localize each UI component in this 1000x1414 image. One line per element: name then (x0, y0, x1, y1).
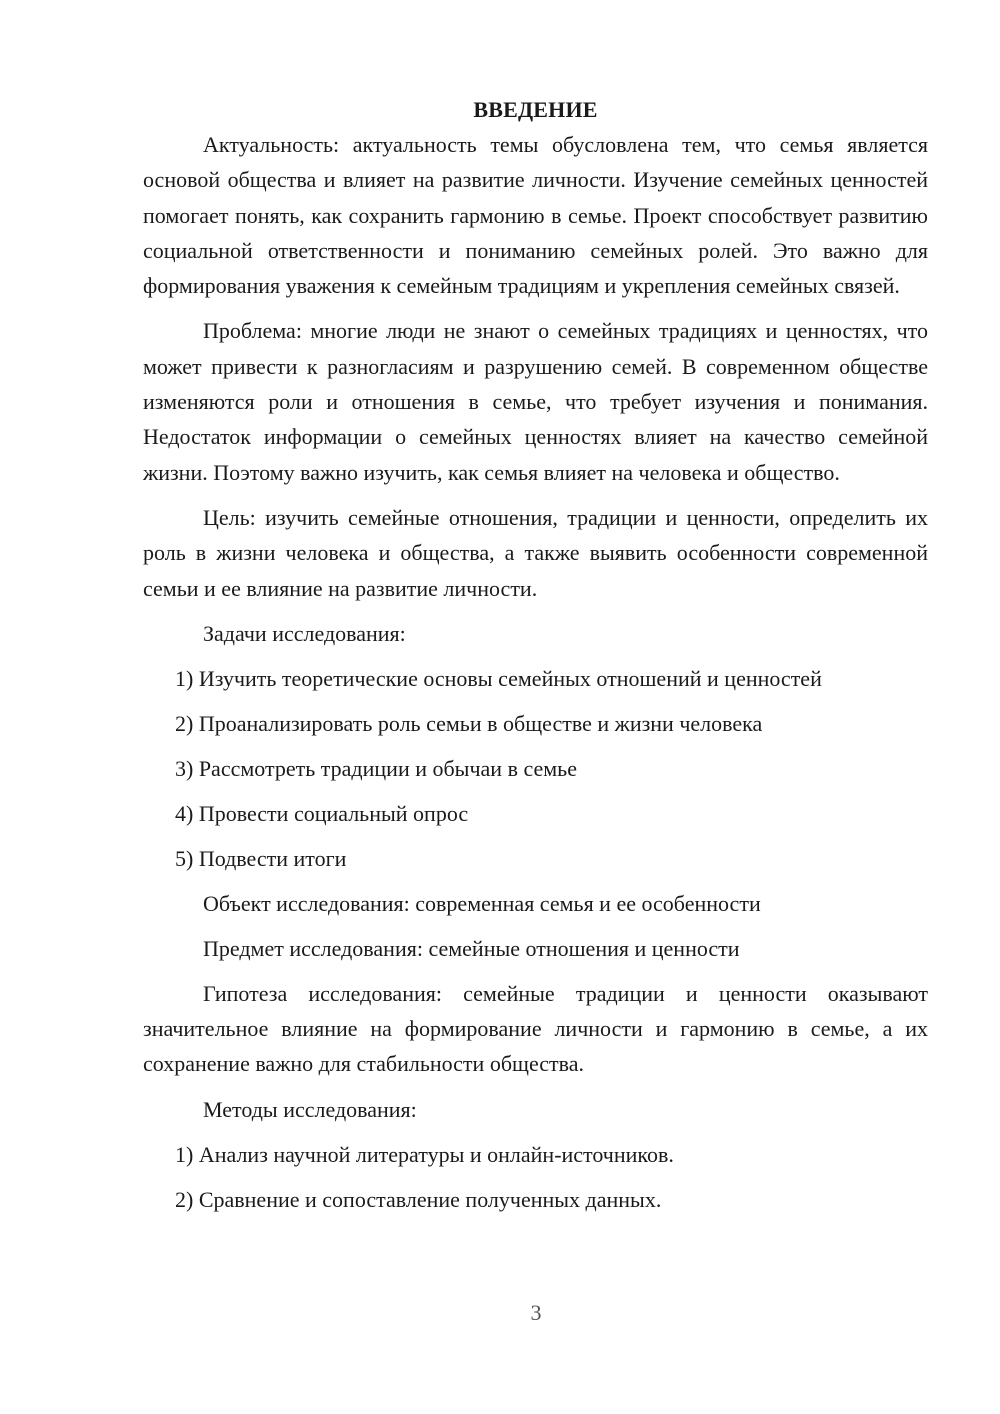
tasks-heading: Задачи исследования: (203, 620, 406, 646)
list-item: 2) Проанализировать роль семьи в обществе и жизни человека (175, 710, 763, 736)
list-item: 4) Провести социальный опрос (175, 800, 469, 826)
hypothesis-paragraph: Гипотеза исследования: семейные традиции и ценности оказывают значительное влияние на формирование личности и гармонию в семье, а их сохранение важно для стабильности общества. (143, 980, 928, 1077)
tasks-list (143, 661, 928, 876)
relevance-paragraph: Актуальность: актуальность темы обусловлена тем, что семья является основой общества и влияет на развитие личности. Изучение семейных ценностей помогает понять, как сохранить гармонию в семье. Проект способствует развитию социальной ответственности и пониманию семейных ролей. Это важно для формирования уважения к семейным традициям и укрепления семейных связей. (143, 132, 928, 299)
problem-paragraph: Проблема: многие люди не знают о семейных традициях и ценностях, что может привести к разногласиям и разрушению семей. В современном обществе изменяются роли и отношения в семье, что требует изучения и понимания. Недостаток информации о семейных ценностях влияет на качество семейной жизни. Поэтому важно изучить, как семья влияет на человека и общество. (143, 318, 928, 485)
research-subject: Предмет исследования: семейные отношения и ценности (203, 935, 740, 961)
research-object: Объект исследования: современная семья и ее особенности (203, 890, 761, 916)
page-title: ВВЕДЕНИЕ (473, 97, 598, 122)
page-number: 3 (530, 1300, 542, 1325)
document-page (143, 92, 928, 1227)
list-item: 1) Анализ научной литературы и онлайн-источников. (175, 1141, 674, 1167)
list-item: 1) Изучить теоретические основы семейных отношений и ценностей (175, 665, 822, 691)
list-item: 2) Сравнение и сопоставление полученных данных. (175, 1186, 662, 1212)
goal-paragraph: Цель: изучить семейные отношения, традиции и ценности, определить их роль в жизни человека и общества, а также выявить особенности современной семьи и ее влияние на развитие личности. (143, 504, 928, 601)
list-item: 5) Подвести итоги (175, 845, 347, 871)
methods-heading: Методы исследования: (203, 1096, 417, 1122)
methods-list (143, 1137, 928, 1217)
list-item: 3) Рассмотреть традиции и обычаи в семье (175, 755, 577, 781)
